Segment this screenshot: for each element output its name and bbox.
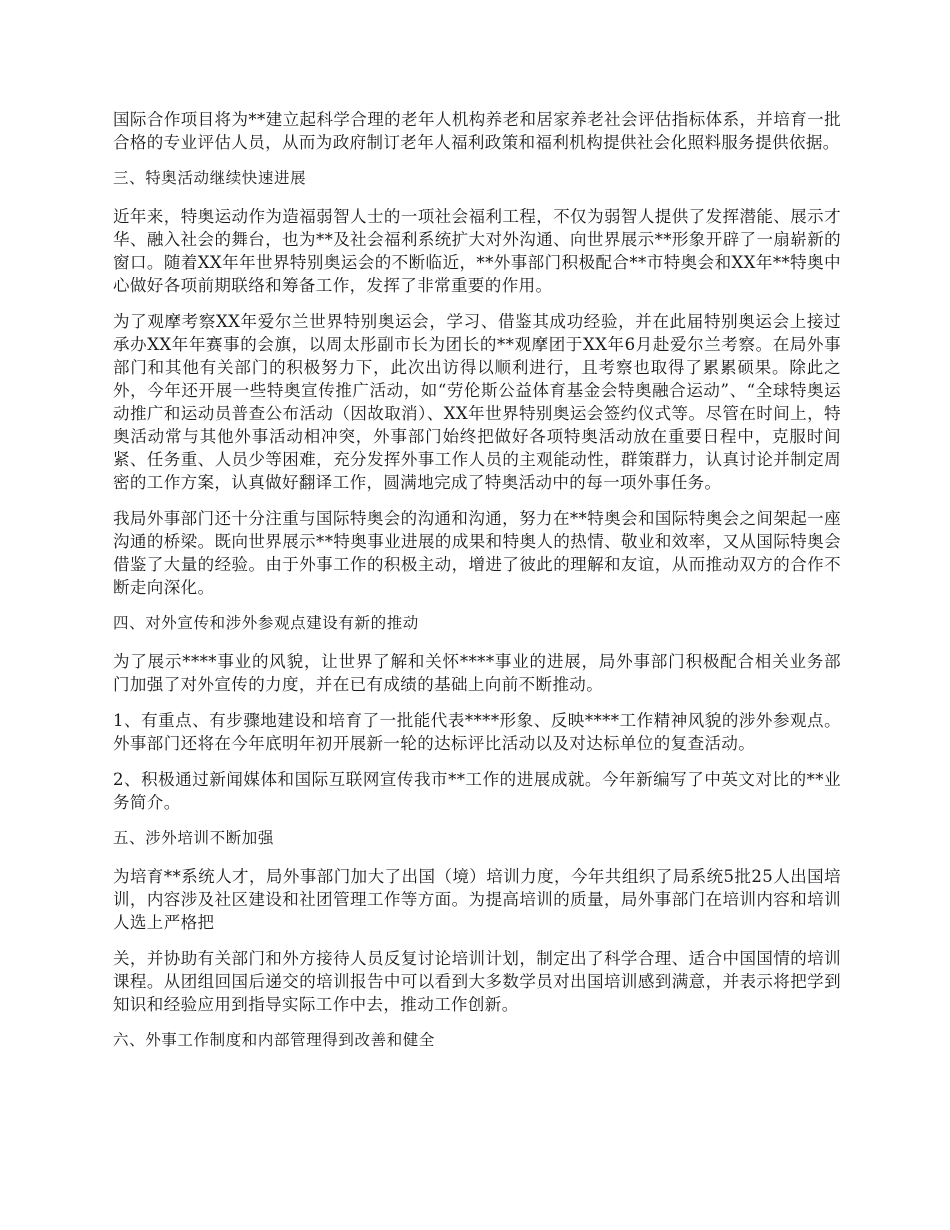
paragraph-special-olympics-intro: 近年来，特奥运动作为造福弱智人士的一项社会福利工程，不仅为弱智人提供了发挥潜能、展示才华、融入社会的舞台，也为**及社会福利系统扩大对外沟通、向世界展示**形象开辟了一扇崭新的窗口。随着XX年年世界特别奥运会的不断临近，**外事部门积极配合**市特奥会和XX年**特奥中心做好各项前期联络和筹备工作，发挥了非常重要的作用。: [113, 207, 841, 295]
section-heading-publicity: 四、对外宣传和涉外参观点建设有新的推动: [113, 614, 419, 632]
paragraph-training-overview: 为培育**系统人才，局外事部门加大了出国（境）培训力度，今年共组织了局系统5批25人出国培训，内容涉及社区建设和社团管理工作等方面。为提高培训的质量，局外事部门在培训内容和培训人选上严格把: [113, 867, 841, 932]
paragraph-publicity-item-2: 2、积极通过新闻媒体和国际互联网宣传我市**工作的进展成就。今年新编写了中英文对比的**业务简介。: [113, 770, 841, 812]
section-heading-special-olympics: 三、特奥活动继续快速进展: [113, 169, 307, 187]
section-heading-training: 五、涉外培训不断加强: [113, 829, 275, 847]
paragraph-publicity-item-1: 1、有重点、有步骤地建设和培育了一批能代表****形象、反映****工作精神风貌的涉外参观点。外事部门还将在今年底明年初开展新一轮的达标评比活动以及对达标单位的复查活动。: [113, 711, 841, 753]
paragraph-training-curriculum: 关，并协助有关部门和外方接待人员反复讨论培训计划，制定出了科学合理、适合中国国情的培训课程。从团组回国后递交的培训报告中可以看到大多数学员对出国培训感到满意，并表示将把学到知识和经验应用到指导实际工作中去，推动工作创新。: [113, 949, 841, 1014]
section-heading-management: 六、外事工作制度和内部管理得到改善和健全: [113, 1031, 436, 1049]
paragraph-publicity-intro: 为了展示****事业的风貌，让世界了解和关怀****事业的进展，局外事部门积极配合相关业务部门加强了对外宣传的力度，并在已有成绩的基础上向前不断推动。: [113, 652, 841, 694]
document-page: [113, 108, 841, 1067]
paragraph-ireland-visit: 为了观摩考察XX年爱尔兰世界特别奥运会，学习、借鉴其成功经验，并在此届特别奥运会上接过承办XX年年赛事的会旗，以周太彤副市长为团长的**观摩团于XX年6月赴爱尔兰考察。在局外事部门和其他有关部门的积极努力下，此次出访得以顺利进行，且考察也取得了累累硕果。除此之外，今年还开展一些特奥宣传推广活动，如“劳伦斯公益体育基金会特奥融合运动”、“全球特奥运动推广和运动员普查公布活动（因故取消）、XX年世界特别奥运会签约仪式等。尽管在时间上，特奥活动常与其他外事活动相冲突，外事部门始终把做好各项特奥活动放在重要日程中，克服时间紧、任务重、人员少等困难，充分发挥外事工作人员的主观能动性，群策群力，认真讨论并制定周密的工作方案，认真做好翻译工作，圆满地完成了特奥活动中的每一项外事任务。: [113, 312, 841, 492]
paragraph-international-communication: 我局外事部门还十分注重与国际特奥会的沟通和沟通，努力在**特奥会和国际特奥会之间架起一座沟通的桥梁。既向世界展示**特奥事业进展的成果和特奥人的热情、敬业和效率，又从国际特奥会借鉴了大量的经验。由于外事工作的积极主动，增进了彼此的理解和友谊，从而推动双方的合作不断走向深化。: [113, 509, 841, 597]
paragraph-cooperation-project: 国际合作项目将为**建立起科学合理的老年人机构养老和居家养老社会评估指标体系，并培育一批合格的专业评估人员，从而为政府制订老年人福利政策和福利机构提供社会化照料服务提供依据。: [113, 110, 841, 152]
